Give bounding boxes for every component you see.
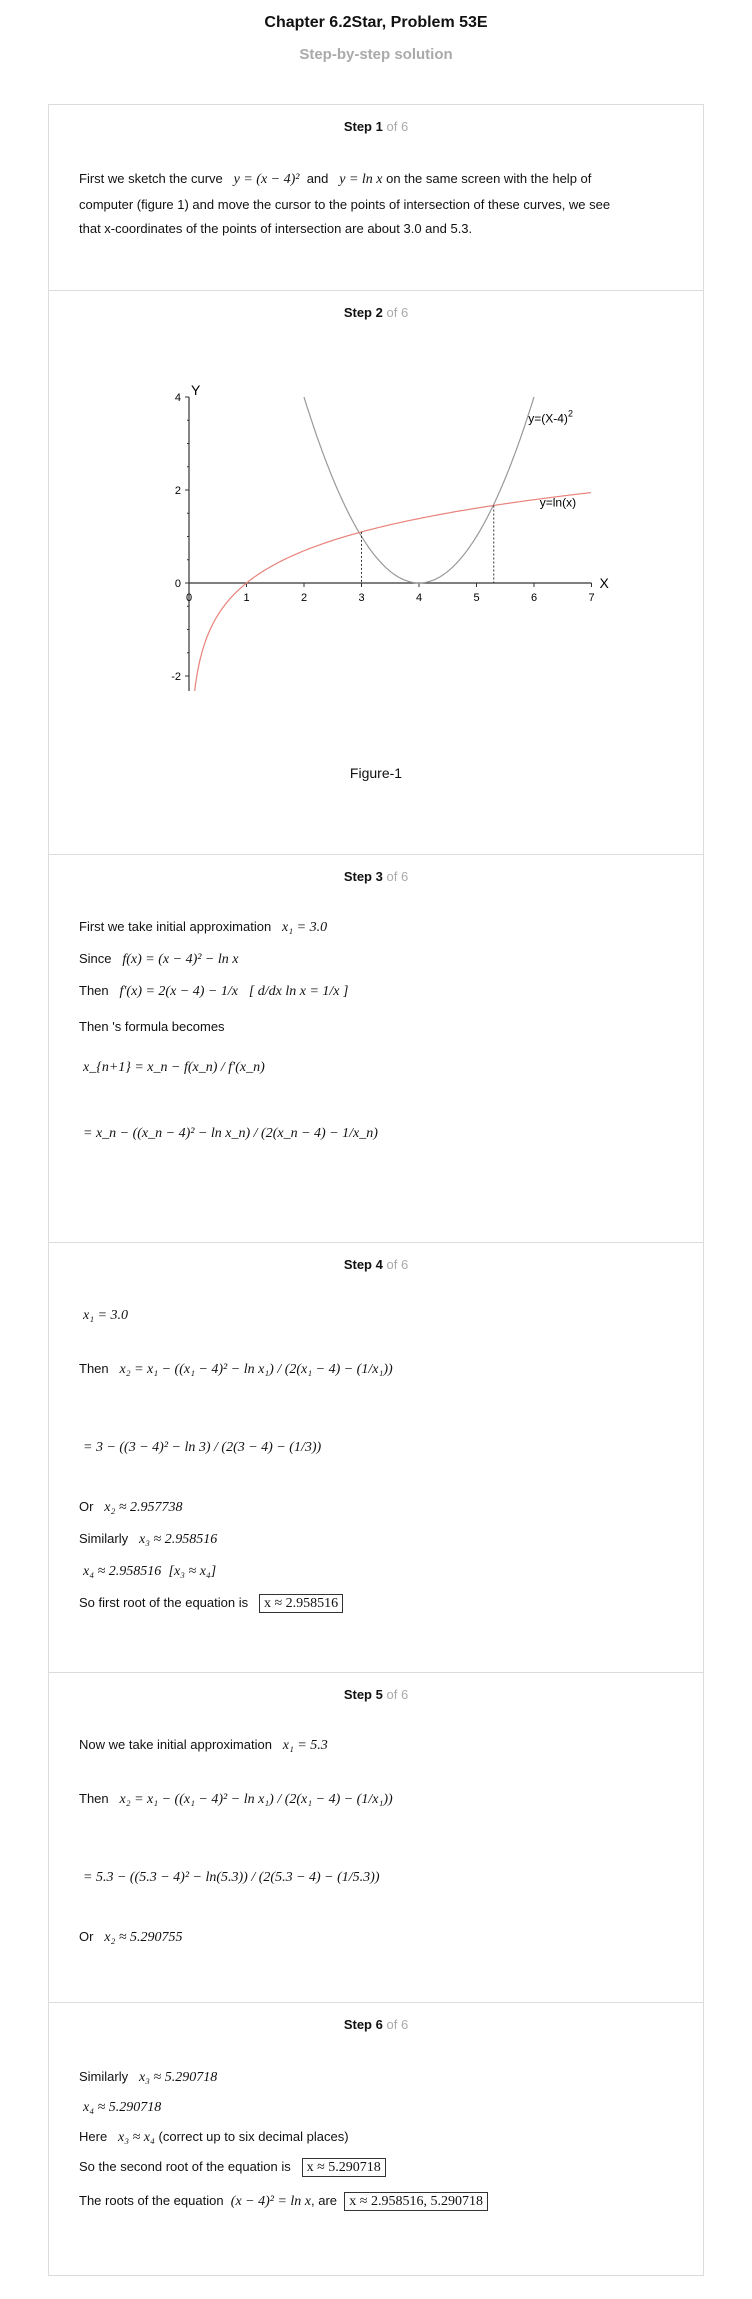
step-3-line-1: First we take initial approximation x₁ = 3.0 xyxy=(79,919,328,935)
step-5-line-1: Now we take initial approximation x₁ = 5.3 xyxy=(79,1737,328,1753)
x-tick-label: 4 xyxy=(415,592,423,604)
step-2-header: Step 2 of 6 xyxy=(343,305,409,320)
step-4-line-3: = 3 − ((3 − 4)² − ln 3) / (2(3 − 4) − (1/3)) xyxy=(83,1440,322,1455)
step-3-newton-expanded: = x_n − ((x_n − 4)² − ln x_n) / (2(x_n − 4) − 1/x_n) xyxy=(83,1126,378,1141)
step-5-line-4: Or x₂ ≈ 5.290755 xyxy=(79,1929,183,1945)
step-6-header: Step 6 of 6 xyxy=(343,2017,409,2032)
step-5-line-2: Then x₂ = x₁ − ((x₁ − 4)² − ln x₁) / (2(x₁ − 4) − (1/x₁)) xyxy=(79,1791,393,1807)
x-axis-label: X xyxy=(599,575,609,591)
step-2-card xyxy=(48,290,704,855)
figure-caption: Figure-1 xyxy=(349,765,403,781)
y-tick-label: -2 xyxy=(171,671,181,683)
step-3-newton-formula: x_{n+1} = x_n − f(x_n) / f′(x_n) xyxy=(83,1060,265,1075)
step-6-line-2: x₄ ≈ 5.290718 xyxy=(83,2100,162,2115)
step-4-line-1: x₁ = 3.0 xyxy=(83,1308,129,1323)
y-tick-label: 4 xyxy=(174,392,181,404)
figure-1-chart xyxy=(49,371,703,691)
y-axis-label: Y xyxy=(191,382,201,398)
page-title: Chapter 6.2Star, Problem 53E xyxy=(264,14,488,31)
step-1-line-2: computer (figure 1) and move the cursor to the points of intersection of these curves, we see xyxy=(79,197,611,212)
roots-box: x ≈ 2.958516, 5.290718 xyxy=(344,2192,488,2211)
step-1-line-1: First we sketch the curve y = (x − 4)² and y = ln x on the same screen with the help of xyxy=(79,171,592,187)
x-tick-label: 1 xyxy=(243,592,250,604)
step-1-line-3: that x-coordinates of the points of intersection are about 3.0 and 5.3. xyxy=(79,221,473,236)
step-4-header: Step 4 of 6 xyxy=(343,1257,409,1272)
step-6-card xyxy=(48,2002,704,2276)
x-tick-label: 0 xyxy=(185,592,193,604)
x-tick-label: 3 xyxy=(358,592,365,604)
second-root-box: x ≈ 5.290718 xyxy=(302,2158,386,2177)
step-5-header: Step 5 of 6 xyxy=(343,1687,409,1702)
step-5-card xyxy=(48,1672,704,2003)
x-tick-label: 5 xyxy=(473,592,480,604)
y-tick-label: 2 xyxy=(174,485,181,497)
step-1-header: Step 1 of 6 xyxy=(343,119,409,134)
step-5-line-3: = 5.3 − ((5.3 − 4)² − ln(5.3)) / (2(5.3 − 4) − (1/5.3)) xyxy=(83,1870,380,1885)
step-3-line-4: Then 's formula becomes xyxy=(79,1019,225,1034)
series-label-parabola: $y=(X-4)^2$ xyxy=(528,408,573,426)
step-3-line-2: Since f(x) = (x − 4)² − ln x xyxy=(79,951,239,967)
x-tick-label: 7 xyxy=(588,592,595,604)
series-line-1 xyxy=(304,397,534,583)
step-4-card xyxy=(48,1242,704,1673)
x-tick-label: 2 xyxy=(300,592,308,604)
step-6-line-4: So the second root of the equation is x ≈ 5.290718 xyxy=(79,2159,386,2176)
step-4-line-6: x₄ ≈ 2.958516 [x₃ ≈ x₄] xyxy=(83,1564,217,1579)
step-1-card xyxy=(48,104,704,291)
step-3-line-3: Then f′(x) = 2(x − 4) − 1/x [ d/dx ln x = 1/x ] xyxy=(79,983,349,999)
step-6-line-5: The roots of the equation (x − 4)² = ln x, are x ≈ 2.958516, 5.290718 xyxy=(79,2193,488,2210)
step-3-card xyxy=(48,854,704,1243)
y-tick-label: 0 xyxy=(174,578,181,590)
series-label-superscript: 2 xyxy=(567,408,573,419)
page-subtitle: Step-by-step solution xyxy=(299,46,453,63)
step-3-header: Step 3 of 6 xyxy=(343,869,409,884)
x-tick-label: 6 xyxy=(530,592,538,604)
step-4-line-7: So first root of the equation is x ≈ 2.958516 xyxy=(79,1595,343,1612)
step-6-line-3: Here x₃ ≈ x₄ (correct up to six decimal places) xyxy=(79,2129,349,2145)
first-root-box: x ≈ 2.958516 xyxy=(259,1594,343,1613)
step-6-line-1: Similarly x₃ ≈ 5.290718 xyxy=(79,2069,218,2085)
series-label-ln: y=ln(x) xyxy=(539,495,577,510)
step-4-line-5: Similarly x₃ ≈ 2.958516 xyxy=(79,1531,218,1547)
step-4-line-4: Or x₂ ≈ 2.957738 xyxy=(79,1499,183,1515)
step-4-line-2: Then x₂ = x₁ − ((x₁ − 4)² − ln x₁) / (2(x₁ − 4) − (1/x₁)) xyxy=(79,1361,393,1377)
